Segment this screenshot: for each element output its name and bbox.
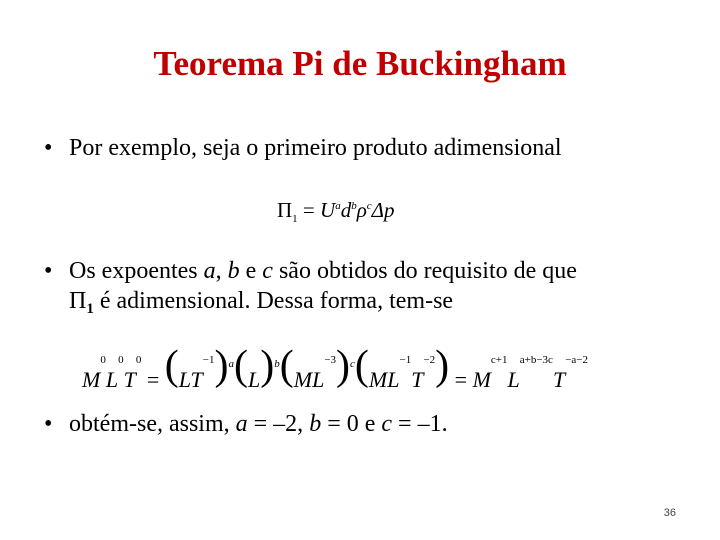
b3-var-b: b [309,411,322,437]
eq1-rho: ρ [356,198,367,222]
eq2-M-exp: 0 [100,354,106,366]
eq2-g2: L [248,367,261,392]
eq1-U: U [320,198,336,222]
eq2-g2-outer: b [274,358,280,370]
bullet-1-text: Por exemplo, seja o primeiro produto adimensional [69,135,562,161]
eq2-g1-outer: a [228,358,234,370]
b3-var-c: c [381,411,393,437]
eq2-g4-exp1: −1 [399,354,412,366]
b2-pi-index: 1 [86,301,94,317]
eq2-rhs-M-exp: c+1 [490,354,508,366]
equation-pi1 [277,198,395,225]
eq1-exp-b: b [351,200,357,212]
b2-text-3: é adimensional. Dessa forma, tem-se [93,288,454,314]
eq1-pi-index: 1 [292,213,298,226]
equation-dimensional [82,340,588,392]
eq2-g3-outer: c [350,358,355,370]
b2-text-2: são obtidos do requisito de que [272,258,577,284]
eq2-g3-exp: −3 [324,354,337,366]
b2-e: e [239,258,263,284]
paren-close: ) [435,343,450,389]
bullet-dot: • [44,258,53,284]
eq2-g4-exp2: −2 [423,354,436,366]
paren-close: ) [214,343,229,389]
paren-close: ) [260,343,275,389]
eq2-L-exp: 0 [118,354,124,366]
b3-b-val: = 0 e [321,411,382,437]
eq2-rhs-L: L [507,367,520,392]
slide-title: Teorema Pi de Buckingham [153,44,567,83]
bullet-2 [44,256,694,324]
eq2-rhs-M: M [472,367,491,392]
bullet-2-text [69,256,694,324]
eq2-equals: = [141,367,165,392]
b2-var-a: a [203,258,216,284]
b2-var-c: c [262,258,273,284]
eq2-g4-T: T [411,367,424,392]
eq1-exp-a: a [335,200,341,212]
eq2-g4: ML [368,367,400,392]
b3-a-val: = –2, [247,411,310,437]
b3-var-a: a [235,411,248,437]
paren-open: ( [234,343,248,389]
eq1-d: d [340,198,352,222]
eq2-rhs-L-exp: a+b−3c [519,354,553,366]
eq1-dp: Δp [371,198,395,222]
eq2-T: T [123,367,136,392]
eq2-T-exp: 0 [135,354,142,366]
bullet-dot: • [44,411,53,437]
b2-var-b: b [227,258,240,284]
eq1-exp-c: c [366,200,372,212]
eq2-g1-exp: −1 [202,354,215,366]
eq2-M: M [82,367,101,392]
b3-text: obtém-se, assim, [69,411,236,437]
page-number: 36 [663,507,676,519]
eq2-equals-2: = [449,367,473,392]
b3-c-val: = –1. [392,411,448,437]
eq2-rhs-T-exp: −a−2 [565,354,588,366]
paren-close: ) [336,343,351,389]
bullet-dot: • [44,135,53,161]
eq2-g1: LT [178,367,203,392]
eq1-equals: = [297,198,321,222]
paren-open: ( [354,343,369,389]
eq1-pi: Π [277,198,293,222]
paren-open: ( [279,343,294,389]
b2-comma: , [215,258,228,284]
eq2-g3: ML [293,367,325,392]
eq2-L: L [105,367,119,392]
bullet-1 [44,133,684,163]
bullet-3 [44,409,694,439]
b2-pi: Π [69,288,87,314]
b2-text-1: Os expoentes [69,258,204,284]
paren-open: ( [164,343,179,389]
bullet-3-text [69,409,694,439]
eq2-rhs-T: T [552,367,566,392]
